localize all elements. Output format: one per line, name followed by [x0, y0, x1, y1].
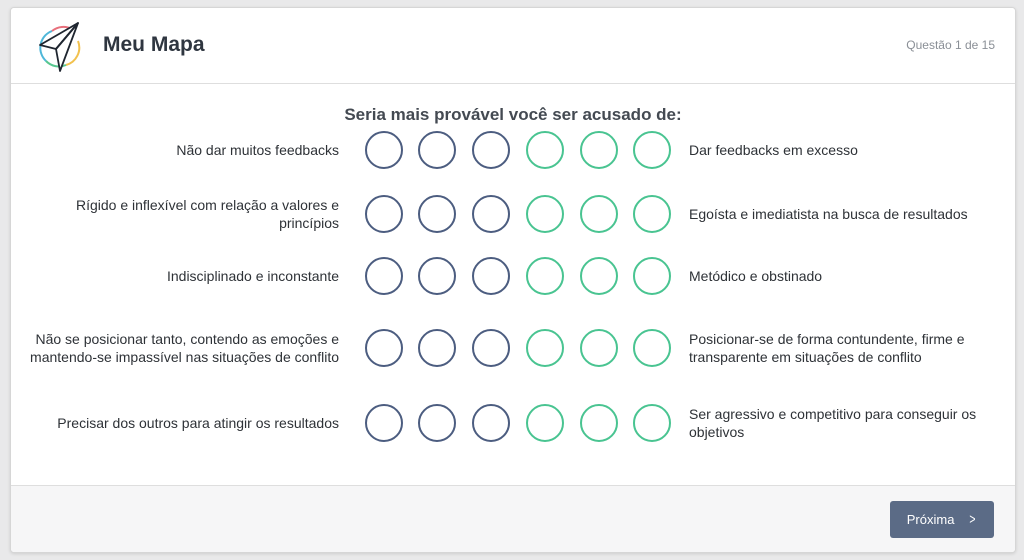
scale-option-5[interactable] [580, 195, 618, 233]
footer [11, 485, 1015, 553]
scale-option-1[interactable] [365, 257, 403, 295]
scale-options [365, 257, 675, 295]
question-title: Seria mais provável você ser acusado de: [344, 105, 682, 124]
scale-option-1[interactable] [365, 329, 403, 367]
left-statement: Indisciplinado e inconstante [166, 268, 339, 284]
right-statement: Egoísta e imediatista na busca de resultados [689, 206, 968, 222]
scale-option-2[interactable] [418, 329, 456, 367]
right-statement: Metódico e obstinado [689, 268, 823, 284]
scale-option-3[interactable] [472, 257, 510, 295]
header [11, 8, 1015, 84]
paper-plane-icon [36, 19, 82, 73]
scale-option-2[interactable] [418, 195, 456, 233]
scale-option-5[interactable] [580, 329, 618, 367]
scale-option-5[interactable] [580, 131, 618, 169]
statement-row [11, 184, 1015, 244]
scale-option-6[interactable] [633, 195, 671, 233]
left-statement: Não dar muitos feedbacks [176, 142, 339, 158]
scale-option-1[interactable] [365, 131, 403, 169]
right-statement: Posicionar-se de forma contundente, firme e transparente em situações de conflito [689, 331, 965, 365]
scale-options [365, 404, 675, 442]
scale-option-2[interactable] [418, 131, 456, 169]
scale-option-1[interactable] [365, 195, 403, 233]
left-statement: Precisar dos outros para atingir os resultados [57, 415, 339, 431]
quiz-card [10, 7, 1016, 553]
chevron-right-icon: > [969, 511, 976, 528]
statement-row [11, 318, 1015, 378]
scale-option-3[interactable] [472, 404, 510, 442]
scale-option-3[interactable] [472, 195, 510, 233]
scale-options [365, 131, 675, 169]
scale-option-6[interactable] [633, 257, 671, 295]
question-progress: Questão 1 de 15 [906, 38, 995, 52]
statement-row [11, 393, 1015, 453]
scale-option-2[interactable] [418, 404, 456, 442]
left-statement: Rígido e inflexível com relação a valores e princípios [75, 197, 339, 231]
right-statement: Ser agressivo e competitivo para conseguir os objetivos [689, 406, 977, 440]
next-button[interactable] [890, 501, 994, 538]
app-title: Meu Mapa [103, 33, 205, 56]
scale-option-4[interactable] [526, 257, 564, 295]
scale-options [365, 195, 675, 233]
scale-option-4[interactable] [526, 404, 564, 442]
scale-option-6[interactable] [633, 404, 671, 442]
next-button-label: Próxima [906, 512, 955, 527]
scale-option-4[interactable] [526, 131, 564, 169]
scale-option-5[interactable] [580, 257, 618, 295]
scale-option-6[interactable] [633, 329, 671, 367]
scale-options [365, 329, 675, 367]
scale-option-6[interactable] [633, 131, 671, 169]
left-statement: Não se posicionar tanto, contendo as emoções e mantendo-se impassível nas situações de conflito [30, 331, 339, 365]
scale-option-3[interactable] [472, 329, 510, 367]
scale-option-5[interactable] [580, 404, 618, 442]
scale-option-4[interactable] [526, 195, 564, 233]
statement-row [11, 120, 1015, 180]
statement-row [11, 246, 1015, 306]
scale-option-1[interactable] [365, 404, 403, 442]
scale-option-3[interactable] [472, 131, 510, 169]
right-statement: Dar feedbacks em excesso [689, 142, 858, 158]
scale-option-4[interactable] [526, 329, 564, 367]
scale-option-2[interactable] [418, 257, 456, 295]
